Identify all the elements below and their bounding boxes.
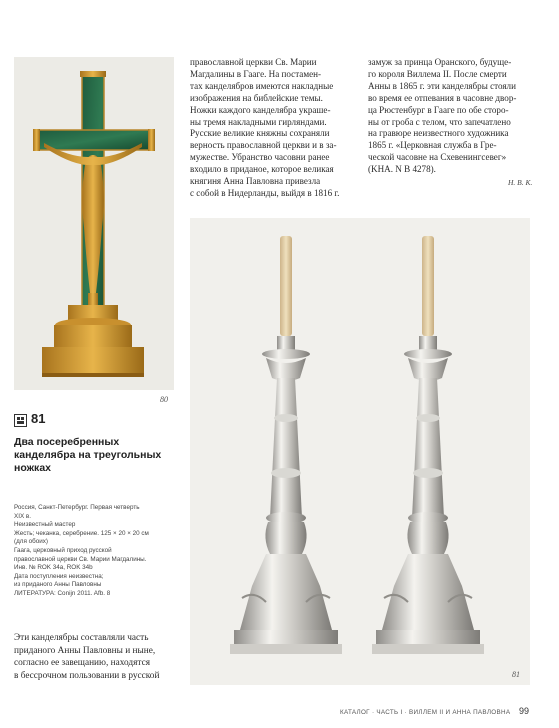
column-line: православной церкви Св. Марии xyxy=(190,57,317,67)
column-line: (KHA. N B 4278). xyxy=(368,164,436,175)
body-line: приданого Анны Павловны и ныне, xyxy=(14,645,156,656)
candelabra-photo xyxy=(190,218,530,685)
detail-line: Гаага, церковный приход русской xyxy=(14,546,112,554)
crucifix-illustration xyxy=(14,57,174,390)
column-line: Анны в 1865 г. эти канделябры стояли xyxy=(368,80,516,91)
column-line: с собой в Нидерланды, выйдя в 1816 г. xyxy=(190,187,340,198)
column-line: ны от гроба с телом, что запечатлено xyxy=(368,116,511,127)
body-line: Эти канделябры составляли часть xyxy=(14,633,149,643)
detail-line: Дата поступления неизвестна; xyxy=(14,572,104,580)
detail-line: ЛИТЕРАТУРА: Conijn 2011. Afb. 8 xyxy=(14,589,111,597)
figure-number-80: 80 xyxy=(160,395,168,404)
detail-line: Инв. № ROK 34a, ROK 34b xyxy=(14,564,93,572)
entry-title-line: Два посеребренных xyxy=(14,436,120,448)
column-line: на гравюре неизвестного художника xyxy=(368,128,509,139)
crucifix-photo xyxy=(14,57,174,390)
body-line: согласно ее завещанию, находятся xyxy=(14,658,150,668)
body-line: в бессрочном пользовании в русской xyxy=(14,670,160,681)
detail-line: XIX в. xyxy=(14,512,31,520)
entry-details xyxy=(14,504,179,599)
running-footer: КАТАЛОГ · ЧАСТЬ I · ВИЛЛЕМ II И АННА ПАВЛОВНА xyxy=(340,709,511,716)
candelabra-illustration xyxy=(190,218,530,685)
column-line: Ножки каждого канделябра украше- xyxy=(190,104,331,115)
detail-line: православной церкви Св. Марии Магдалины. xyxy=(14,555,147,563)
entry-title xyxy=(14,436,174,475)
column-line: 1865 г. «Церковная служба в Гре- xyxy=(368,140,497,151)
column-line: мужестве. Убранство часовни ранее xyxy=(190,152,330,163)
column-line: княгиня Анна Павловна привезла xyxy=(190,176,321,187)
detail-line: Россия, Санкт-Петербург. Первая четверть xyxy=(14,504,140,511)
column-line: го короля Виллема II. После смерти xyxy=(368,68,507,79)
column-line: во время ее отпевания в часовне двор- xyxy=(368,92,517,103)
page-number: 99 xyxy=(519,706,530,716)
detail-line: Неизвестный мастер xyxy=(14,521,76,529)
text-column-middle xyxy=(190,57,360,200)
detail-line: из приданого Анны Павловны xyxy=(14,581,102,589)
catalogue-entry-icon xyxy=(14,414,27,427)
column-line: ны тремя накладными гирляндами. xyxy=(190,116,327,127)
author-initials: Н. В. К. xyxy=(508,178,533,187)
column-line: Русские великие княжны сохраняли xyxy=(190,128,330,139)
column-line: верность православной церкви и в за- xyxy=(190,140,337,151)
detail-line: Жесть; чеканка, серебрение. 125 × 20 × 20 см xyxy=(14,529,149,537)
catalogue-entry-number: 81 xyxy=(31,411,46,426)
figure-number-81: 81 xyxy=(512,670,520,679)
column-line: ческой часовне на Схевенингсевег» xyxy=(368,152,507,163)
entry-title-line: ножках xyxy=(14,462,51,474)
entry-title-line: канделябра на треугольных xyxy=(14,449,162,461)
column-line: входило в приданое, которое великая xyxy=(190,164,334,175)
column-line: изображения на библейские темы. xyxy=(190,92,323,103)
column-line: Магдалины в Гааге. На постамен- xyxy=(190,68,322,79)
entry-body-text xyxy=(14,632,182,682)
text-column-right xyxy=(368,57,538,176)
detail-line: (для обоих) xyxy=(14,538,48,546)
column-line: ца Рюстенбург в Гааге по обе сторо- xyxy=(368,104,509,115)
column-line: тах канделябров имеются накладные xyxy=(190,80,334,91)
column-line: замуж за принца Оранского, будуще- xyxy=(368,57,512,67)
